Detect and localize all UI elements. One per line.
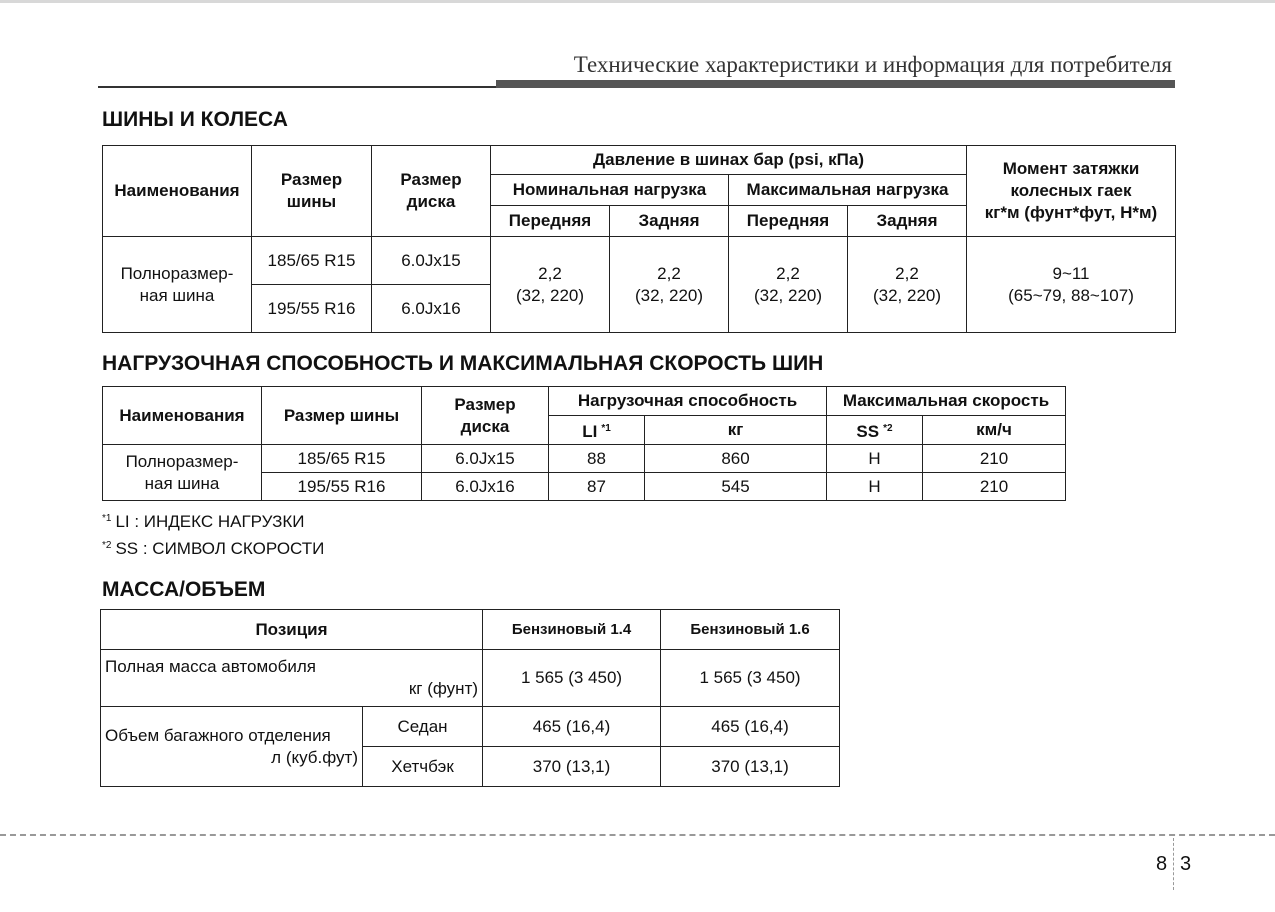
tires-col-max-front: Передняя (729, 206, 848, 237)
tires-col-nominal-rear: Задняя (610, 206, 729, 237)
tires-col-name: Наименования (103, 146, 252, 237)
load-col-rim-size: Размер диска (422, 387, 549, 445)
load-row-2-kmh: 210 (923, 473, 1066, 501)
mass-volume-heading: МАССА/ОБЪЕМ (102, 578, 266, 601)
load-row-2-ss: H (827, 473, 923, 501)
gross-mass-14: 1 565 (3 450) (483, 650, 661, 707)
hatchback-16: 370 (13,1) (661, 747, 840, 787)
load-speed-heading: НАГРУЗОЧНАЯ СПОСОБНОСТЬ И МАКСИМАЛЬНАЯ СКОРОСТЬ ШИН (102, 352, 824, 375)
top-border (0, 0, 1275, 3)
footnote-ss: $^{*2}$ SS : СИМВОЛ СКОРОСТИ (102, 539, 325, 558)
tires-col-nominal-load: Номинальная нагрузка (491, 175, 729, 206)
trunk-volume-unit: л (куб.фут) (271, 747, 358, 767)
tires-pressure-max-rear: 2,2 (32, 220) (848, 237, 967, 333)
sedan-16: 465 (16,4) (661, 707, 840, 747)
page-number-separator (1173, 838, 1174, 890)
tires-torque-value: 9~11 (65~79, 88~107) (967, 237, 1176, 333)
load-col-kmh: км/ч (923, 416, 1066, 445)
load-col-name: Наименования (103, 387, 262, 445)
mass-col-position: Позиция (101, 610, 483, 650)
tires-col-torque: Момент затяжки колесных гаек кг*м (фунт*фут, Н*м) (967, 146, 1176, 237)
load-row-1-kmh: 210 (923, 445, 1066, 473)
trunk-volume-label: Объем багажного отделения л (куб.фут) (101, 707, 363, 787)
page-chapter-number: 8 (1156, 853, 1168, 875)
tires-col-max-rear: Задняя (848, 206, 967, 237)
tires-pressure-nominal-rear: 2,2 (32, 220) (610, 237, 729, 333)
load-row-1-ss: H (827, 445, 923, 473)
sedan-label: Седан (363, 707, 483, 747)
header-rule-thick (496, 80, 1175, 88)
load-col-ss: SS $^{*2}$ (827, 416, 923, 445)
footer-dashed-rule (0, 834, 1275, 836)
load-col-li: LI $^{*1}$ (549, 416, 645, 445)
tires-row-1-tire-size: 185/65 R15 (252, 237, 372, 285)
load-speed-table (102, 386, 1066, 501)
tires-row-2-tire-size: 195/55 R16 (252, 285, 372, 333)
mass-volume-table (100, 609, 840, 787)
sedan-14: 465 (16,4) (483, 707, 661, 747)
mass-col-petrol-16: Бензиновый 1.6 (661, 610, 840, 650)
tires-col-tire-size: Размер шины (252, 146, 372, 237)
tires-col-nominal-front: Передняя (491, 206, 610, 237)
gross-mass-label: Полная масса автомобиля кг (фунт) (101, 650, 483, 707)
load-row-2-li: 87 (549, 473, 645, 501)
mass-col-petrol-14: Бензиновый 1.4 (483, 610, 661, 650)
footnotes (102, 507, 324, 561)
page-header-title: Технические характеристики и информация для потребителя (573, 52, 1172, 77)
load-col-load-capacity: Нагрузочная способность (549, 387, 827, 416)
page-number: 3 (1180, 853, 1192, 875)
load-row-2-tire-size: 195/55 R16 (262, 473, 422, 501)
tires-col-pressure: Давление в шинах бар (psi, кПа) (491, 146, 967, 175)
tires-pressure-nominal-front: 2,2 (32, 220) (491, 237, 610, 333)
tires-col-max-load: Максимальная нагрузка (729, 175, 967, 206)
load-row-name: Полноразмер- ная шина (103, 445, 262, 501)
tires-row-2-rim-size: 6.0Jx16 (372, 285, 491, 333)
tires-row-name: Полноразмер- ная шина (103, 237, 252, 333)
load-col-max-speed: Максимальная скорость (827, 387, 1066, 416)
load-row-1-tire-size: 185/65 R15 (262, 445, 422, 473)
load-row-2-rim-size: 6.0Jx16 (422, 473, 549, 501)
hatchback-label: Хетчбэк (363, 747, 483, 787)
load-row-1-rim-size: 6.0Jx15 (422, 445, 549, 473)
load-row-1-li: 88 (549, 445, 645, 473)
tires-pressure-max-front: 2,2 (32, 220) (729, 237, 848, 333)
li-footnote-mark: *1 (601, 422, 611, 434)
hatchback-14: 370 (13,1) (483, 747, 661, 787)
load-row-2-kg: 545 (645, 473, 827, 501)
load-col-kg: кг (645, 416, 827, 445)
tires-heading: ШИНЫ И КОЛЕСА (102, 108, 288, 131)
header-rule-thin (98, 86, 498, 88)
load-col-tire-size: Размер шины (262, 387, 422, 445)
gross-mass-unit: кг (фунт) (408, 679, 479, 698)
ss-footnote-mark: *2 (883, 422, 893, 434)
tires-table (102, 145, 1176, 333)
gross-mass-16: 1 565 (3 450) (661, 650, 840, 707)
load-row-1-kg: 860 (645, 445, 827, 473)
tires-row-1-rim-size: 6.0Jx15 (372, 237, 491, 285)
footnote-li: $^{*1}$ LI : ИНДЕКС НАГРУЗКИ (102, 512, 305, 531)
tires-col-rim-size: Размер диска (372, 146, 491, 237)
